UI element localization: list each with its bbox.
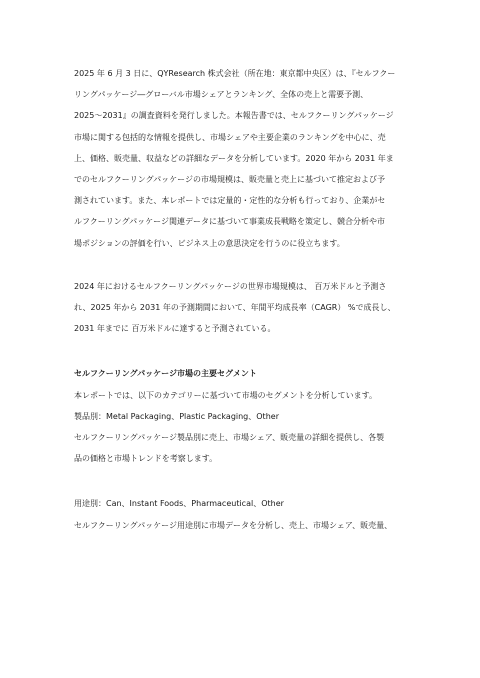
market-line: 2024 年におけるセルフクーリングパッケージの世界市場規模は、 百万米ドルと予測さ — [74, 281, 387, 291]
market-line: 2031 年までに 百万米ドルに達すると予測されている。 — [74, 324, 276, 334]
intro-line: でのセルフクーリングパッケージの市場規模は、販売量と売上に基づいて推定および予 — [74, 175, 385, 185]
market-line: れ、2025 年から 2031 年の予測期間において、年間平均成長率（CAGR） %で成長し、 — [74, 303, 396, 313]
product-segment-desc: セルフクーリングパッケージ製品別に売上、市場シェア、販売量の詳細を提供し、各製 — [74, 433, 385, 443]
segments-section — [74, 363, 414, 469]
application-section — [74, 493, 414, 535]
section-heading: セルフクーリングパッケージ市場の主要セグメント — [74, 369, 257, 379]
segments-intro: 本レポートでは、以下のカテゴリーに基づいて市場のセグメントを分析しています。 — [74, 390, 377, 400]
product-segment-label: 製品別：Metal Packaging、Plastic Packaging、Other — [74, 411, 279, 421]
document-body — [74, 63, 414, 536]
intro-line: ルフクーリングパッケージ関連データに基づいて事業成長戦略を策定し、競合分析や市 — [74, 217, 385, 227]
product-segment-desc: 品の価格と市場トレンドを考察します。 — [74, 454, 218, 464]
intro-line: リングパッケージ―グローバル市場シェアとランキング、全体の売上と需要予測、 — [74, 90, 369, 100]
intro-line: 上、価格、販売量、収益などの詳細なデータを分析しています。2020 年から 2031 年ま — [74, 153, 394, 163]
intro-line: 2025～2031』の調査資料を発行しました。本報告書では、セルフクーリングパッケージ — [74, 111, 394, 121]
market-size-paragraph — [74, 276, 414, 340]
application-segment-desc: セルフクーリングパッケージ用途別に市場データを分析し、売上、市場シェア、販売量、 — [74, 520, 393, 530]
application-segment-label: 用途別：Can、Instant Foods、Pharmaceutical、Other — [74, 499, 284, 509]
intro-line: 測されています。また、本レポートでは定量的・定性的な分析も行っており、企業がセ — [74, 196, 386, 206]
intro-line: 市場に関する包括的な情報を提供し、市場シェアや主要企業のランキングを中心に、売 — [74, 132, 386, 142]
intro-line: 場ポジションの評価を行い、ビジネス上の意思決定を行うのに役立ちます。 — [74, 238, 345, 248]
intro-paragraph — [74, 63, 414, 254]
intro-line: 2025 年 6 月 3 日に、QYResearch 株式会社（所在地：東京都中央区）は、『セルフクー — [74, 69, 396, 78]
